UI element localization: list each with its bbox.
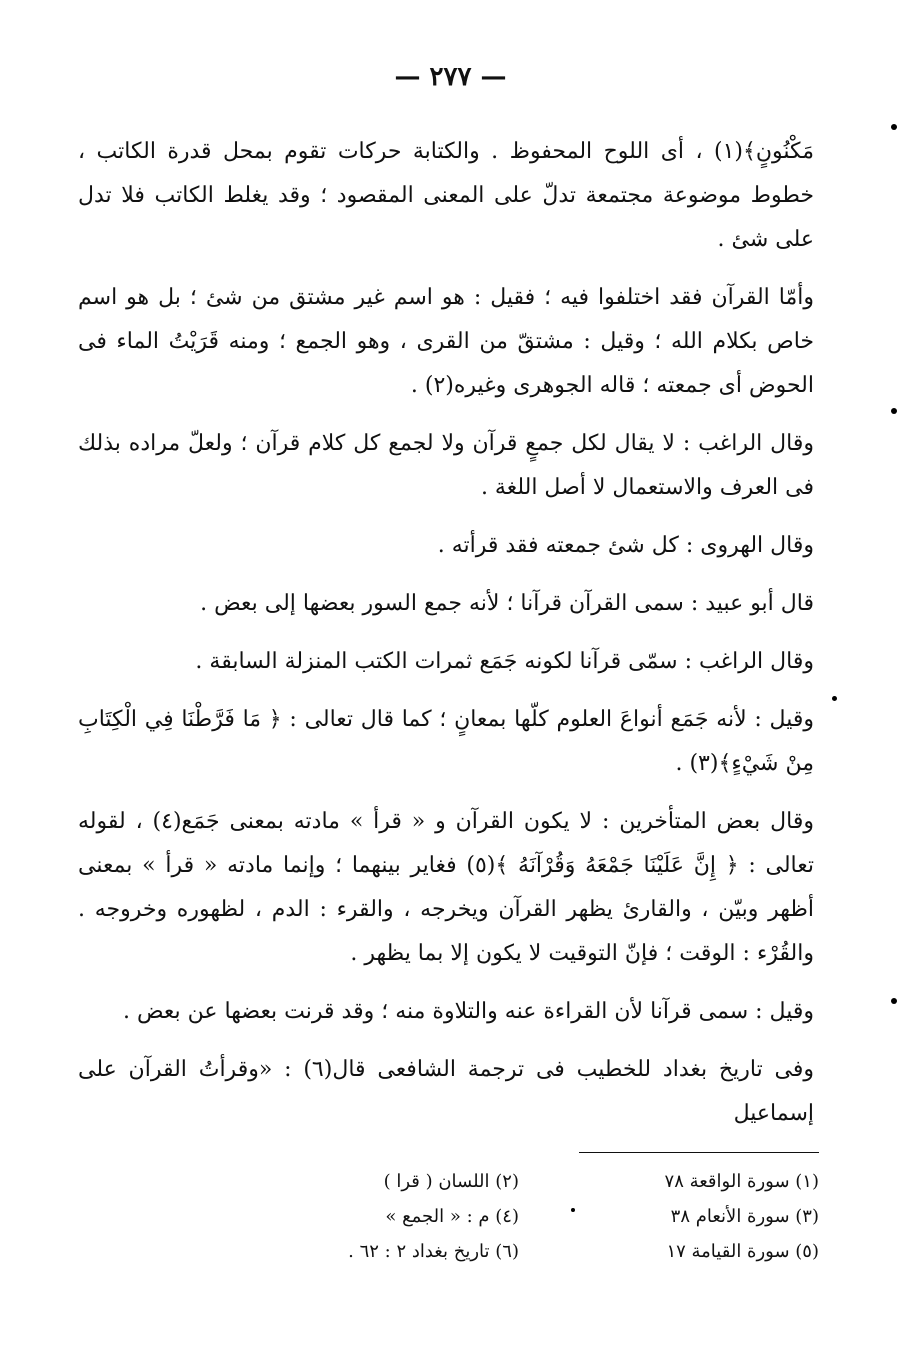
footnote: (٥) سورة القيامة ١٧ [666,1241,819,1262]
footnote: (٦) تاريخ بغداد ٢ : ٦٢ . [348,1241,519,1262]
footnotes [259,1164,819,1269]
paragraph: وأمّا القرآن فقد اختلفوا فيه ؛ فقيل : هو اسم غير مشتق من شئ ؛ بل هو اسم خاص بكلام الله ؛ وقيل : مشتقّ من القرى ، وهو الجمع ؛ ومنه قَرَيْتُ الماء فى الحوض أى جمعته ؛ قاله الجوهرى وغيره(٢) . [78,285,814,398]
paragraph: وقيل : لأنه جَمَع أنواعَ العلوم كلّها بمعانٍ ؛ كما قال تعالى : ﴿ مَا فَرَّطْنَا فِي الْكِتَابِ مِنْ شَيْءٍ﴾(٣) . [78,707,814,776]
footnote-divider [579,1152,819,1153]
scan-mark [891,998,897,1004]
scan-mark [832,696,837,701]
footnote: (١) سورة الواقعة ٧٨ [664,1171,819,1192]
paragraph: وقال الراغب : سمّى قرآنا لكونه جَمَع ثمرات الكتب المنزلة السابقة . [195,649,814,674]
paragraph: قال أبو عبيد : سمى القرآن قرآنا ؛ لأنه جمع السور بعضها إلى بعض . [200,591,814,616]
paragraph: وفى تاريخ بغداد للخطيب فى ترجمة الشافعى قال(٦) : «وقرأتُ القرآن على إسماعيل [78,1057,814,1126]
footnote: (٤) م : « الجمع » [385,1206,519,1227]
body-text [78,130,814,1150]
scan-mark [891,124,897,130]
paragraph: وقال الهروى : كل شئ جمعته فقد قرأته . [437,533,814,558]
scan-mark [891,408,897,414]
footnote: (٢) اللسان ( قرا ) [383,1171,519,1192]
page-number: — ٢٧٧ — [394,62,507,92]
paragraph: وقال الراغب : لا يقال لكل جمعٍ قرآن ولا لجمع كل كلام قرآن ؛ ولعلّ مراده بذلك فى العرف والاستعمال لا أصل اللغة . [78,431,814,500]
paragraph: وقال بعض المتأخرين : لا يكون القرآن و « قرأ » مادته بمعنى جَمَع(٤) ، لقوله تعالى : ﴿ إِنَّ عَلَيْنَا جَمْعَهُ وَقُرْآنَهُ ﴾(٥) فغاير بينهما ؛ وإنما مادته « قرأ » بمعنى أظهر وبيّن ، والقارئ يظهر القرآن ويخرجه ، والقرء : الدم ، لظهوره وخروجه . والقُرْء : الوقت ؛ فإنّ التوقيت لا يكون إلا بما يظهر . [78,809,814,966]
scan-mark [571,1208,575,1212]
paragraph: مَكْنُونٍ﴾(١) ، أى اللوح المحفوظ . والكتابة حركات تقوم بمحل قدرة الكاتب ، خطوط موضوعة مجتمعة تدلّ على المعنى المقصود ؛ وقد يغلط الكاتب فلا تدل على شئ . [78,139,814,252]
footnote: (٣) سورة الأنعام ٣٨ [670,1206,819,1227]
paragraph: وقيل : سمى قرآنا لأن القراءة عنه والتلاوة منه ؛ وقد قرنت بعضها عن بعض . [122,999,814,1024]
